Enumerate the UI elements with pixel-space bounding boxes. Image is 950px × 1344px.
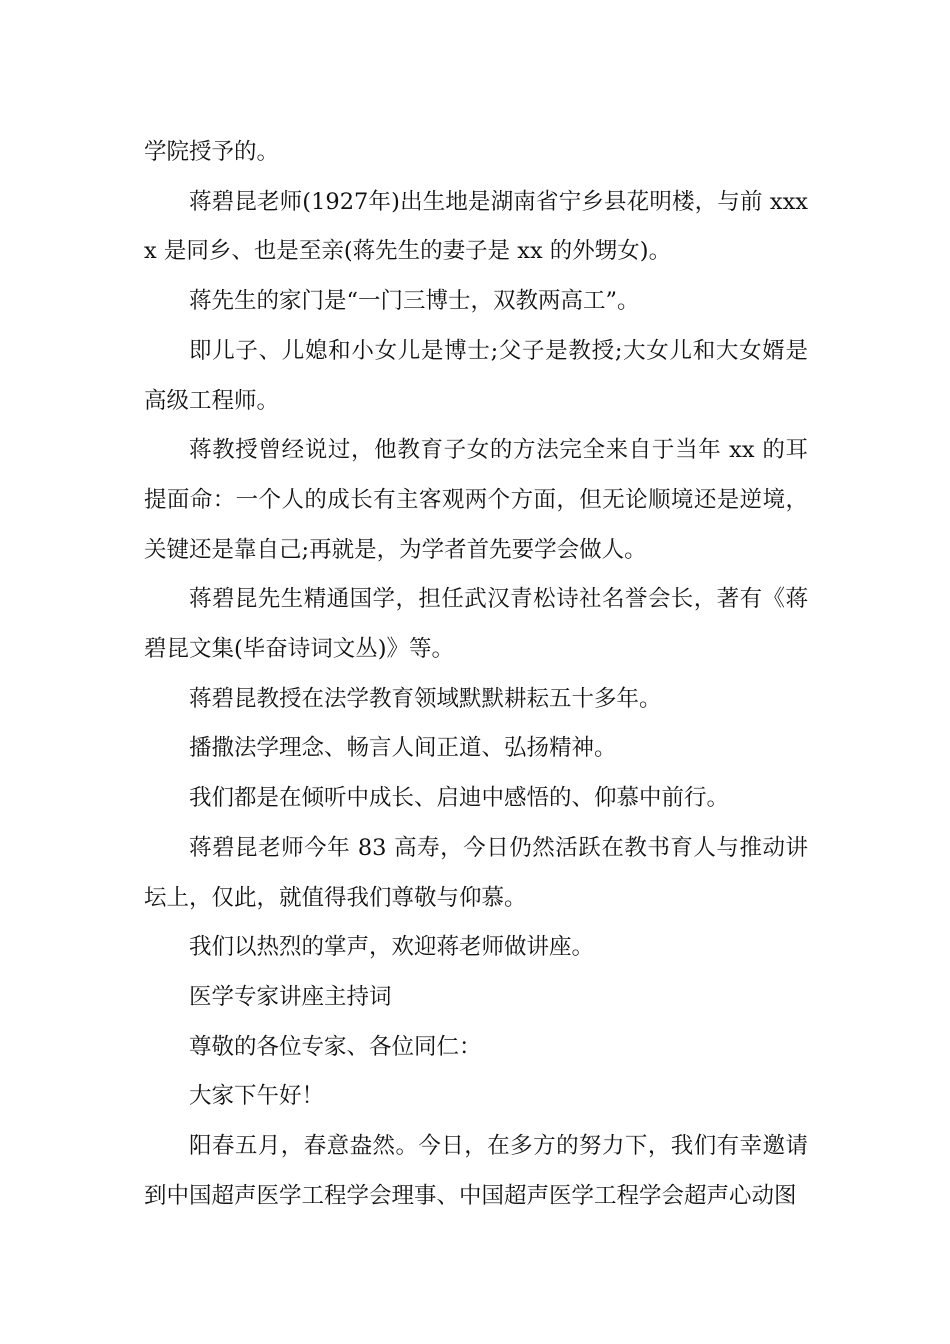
paragraph-spring: 阳春五月，春意盎然。今日，在多方的努力下，我们有幸邀请到中国超声医学工程学会理事、中国超声医学工程学会超声心动图 [144, 1133, 808, 1209]
paragraph-spread-law: 播撒法学理念、畅言人间正道、弘扬精神。 [189, 735, 617, 762]
paragraph-continuation: 学院授予的。 [144, 139, 280, 165]
paragraph-salutation: 尊敬的各位专家、各位同仁： [189, 1033, 482, 1060]
paragraph-sinology: 蒋碧昆先生精通国学，担任武汉青松诗社名誉会长，著有《蒋碧昆文集(毕奋诗词文丛)》等。 [144, 586, 808, 663]
paragraph-family: 蒋先生的家门是“一门三博士，双教两高工”。 [189, 288, 640, 315]
paragraph-career: 蒋碧昆教授在法学教育领域默默耕耘五十多年。 [189, 685, 662, 712]
section-heading: 医学专家讲座主持词 [189, 983, 392, 1010]
paragraph-age: 蒋碧昆老师今年 83 高寿，今日仍然活跃在教书育人与推动讲坛上，仅此，就值得我们尊敬与仰慕。 [144, 834, 808, 911]
paragraph-growth: 我们都是在倾听中成长、启迪中感悟的、仰慕中前行。 [189, 785, 730, 812]
paragraph-greeting: 大家下午好！ [189, 1083, 325, 1110]
paragraph-birthplace: 蒋碧昆老师(1927年)出生地是湖南省宁乡县花明楼，与前 xxxx 是同乡、也是至亲(蒋先生的妻子是 xx 的外甥女)。 [144, 188, 808, 265]
document-body [144, 128, 808, 1221]
paragraph-welcome: 我们以热烈的掌声，欢迎蒋老师做讲座。 [189, 934, 595, 961]
paragraph-education-method: 蒋教授曾经说过，他教育子女的方法完全来自于当年 xx 的耳提面命：一个人的成长有主客观两个方面，但无论顺境还是逆境，关键还是靠自己;再就是，为学者首先要学会做人。 [144, 437, 808, 563]
paragraph-children: 即儿子、儿媳和小女儿是博士;父子是教授;大女儿和大女婿是高级工程师。 [144, 337, 808, 414]
